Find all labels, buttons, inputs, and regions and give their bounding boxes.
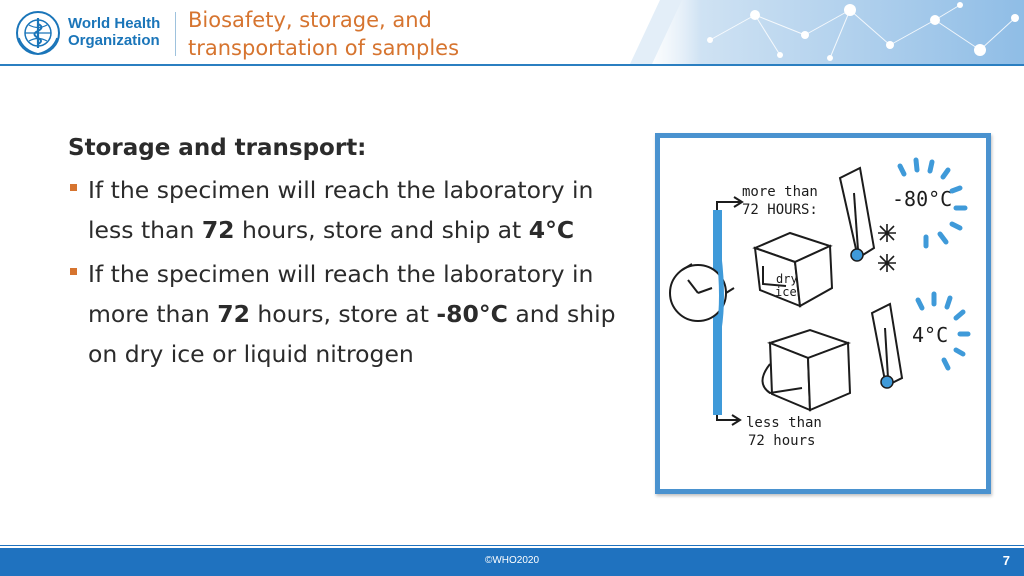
bullet-1-text-mid: hours, store and ship at bbox=[234, 216, 529, 244]
label-less-than-line1: less than bbox=[746, 415, 822, 431]
dry-ice-label-line2: ice bbox=[775, 285, 797, 299]
bullet-2-hours-value: 72 bbox=[217, 300, 250, 328]
slide-footer bbox=[0, 548, 1024, 576]
temperature-cool-label: 4°C bbox=[912, 323, 949, 347]
illustration-drawing bbox=[660, 138, 986, 489]
bullet-2-temperature: -80°C bbox=[436, 300, 508, 328]
thermometer-icon bbox=[840, 168, 874, 261]
bullet-marker bbox=[70, 184, 77, 191]
bullet-1-temperature: 4°C bbox=[528, 216, 575, 244]
slide-content bbox=[68, 132, 628, 378]
bullet-item bbox=[68, 254, 628, 374]
bullet-item bbox=[68, 170, 628, 250]
bullet-1-hours-value: 72 bbox=[201, 216, 235, 244]
bullet-1-text-pre: If the specimen will reach the laboratory in less than bbox=[88, 176, 594, 244]
logo-line-2: Organization bbox=[68, 32, 160, 49]
box-icon bbox=[763, 330, 851, 410]
header-rule bbox=[0, 64, 1024, 66]
footer-copyright: ©WHO2020 bbox=[484, 555, 540, 566]
slide-title-line-1: Biosafety, storage, and bbox=[188, 8, 432, 32]
bullet-text bbox=[88, 254, 628, 374]
page-number: 7 bbox=[1002, 553, 1010, 568]
clock-icon bbox=[670, 256, 734, 330]
label-more-than-line2: 72 HOURS: bbox=[742, 202, 818, 218]
slide-header bbox=[0, 0, 1024, 66]
thermometer-icon bbox=[872, 304, 902, 388]
header-divider bbox=[175, 12, 176, 56]
who-logo-text bbox=[68, 15, 168, 49]
bullet-2-text-post: and ship on dry ice or liquid nitrogen bbox=[88, 300, 616, 368]
storage-transport-illustration bbox=[655, 133, 991, 494]
slide-title-line-2: transportation of samples bbox=[188, 36, 460, 60]
temperature-cold-label: -80°C bbox=[892, 187, 953, 211]
dry-ice-label-line1: dry bbox=[776, 272, 798, 286]
bullet-2-text-mid: hours, store at bbox=[249, 300, 437, 328]
snowflake-icon bbox=[878, 224, 896, 272]
who-emblem-icon bbox=[15, 10, 61, 56]
bullet-2-text-pre: If the specimen will reach the laboratory in more than bbox=[88, 260, 594, 328]
logo-line-1: World Health bbox=[68, 15, 161, 32]
label-more-than-line1: more than bbox=[742, 184, 818, 200]
bullet-text bbox=[88, 170, 628, 250]
label-less-than-line2: 72 hours bbox=[748, 433, 816, 449]
molecular-network-icon bbox=[590, 0, 1024, 64]
bullet-marker bbox=[70, 268, 77, 275]
slide-title bbox=[188, 6, 628, 62]
footer-rule bbox=[0, 545, 1024, 546]
content-heading: Storage and transport: bbox=[68, 135, 367, 161]
